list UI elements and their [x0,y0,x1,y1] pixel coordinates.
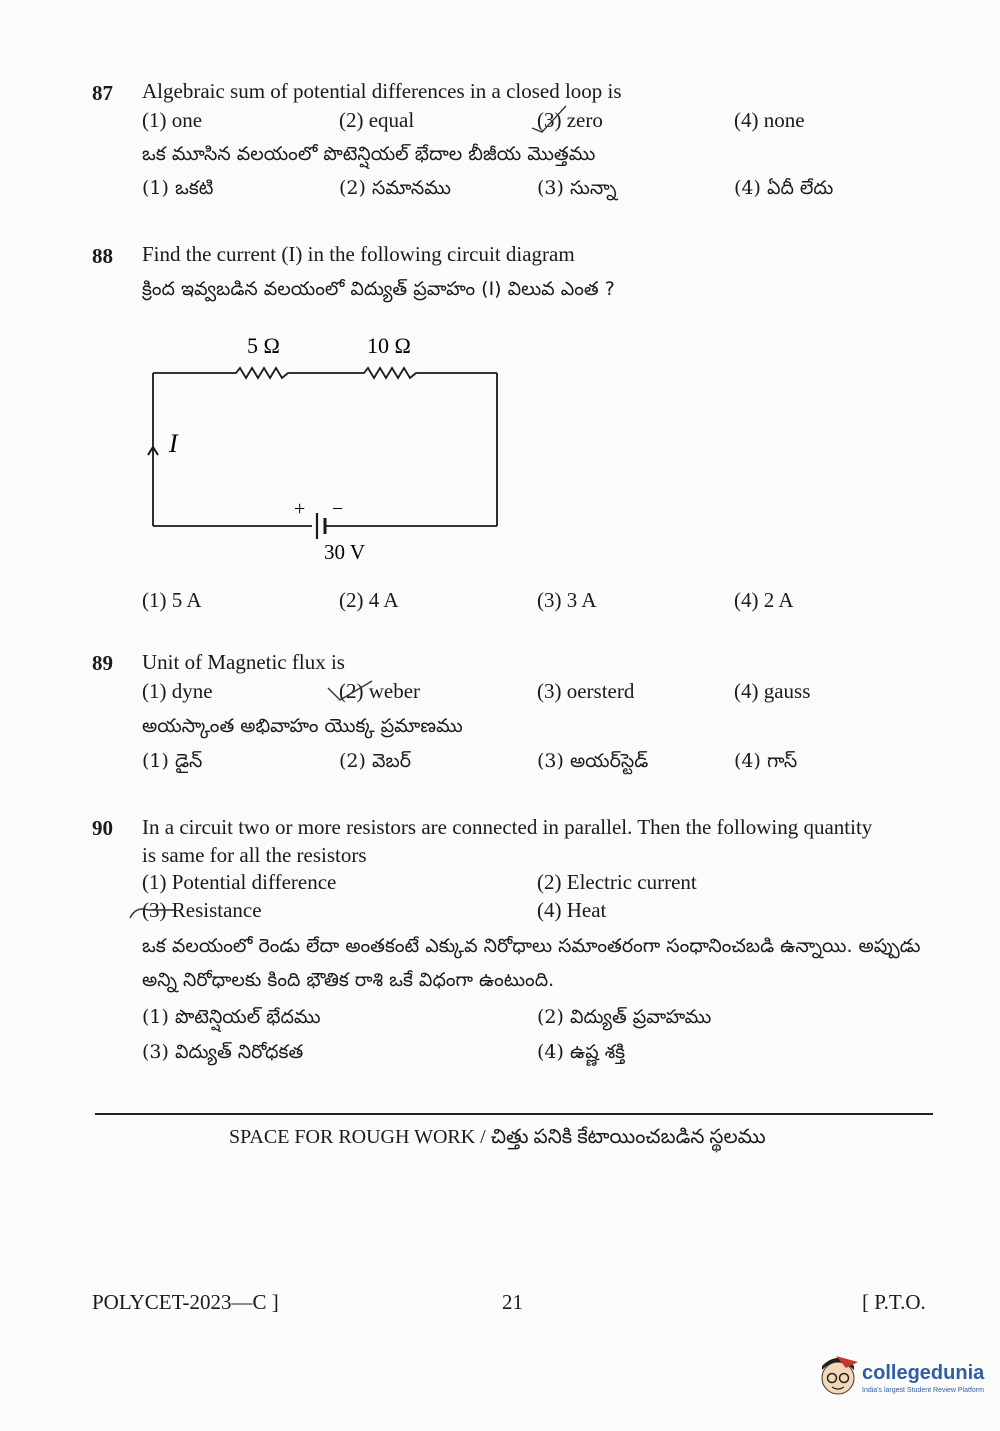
option-4-telugu[interactable]: (4) ఉష్ణ శక్తి [537,1041,626,1063]
page-number: 21 [502,1290,523,1314]
resistor-5-label: 5 Ω [247,333,280,358]
question-text: Find the current (I) in the following circuit diagram [142,242,575,266]
question-text-line-1: In a circuit two or more resistors are connected in parallel. Then the following quantity [142,815,873,839]
option-4-telugu[interactable]: (4) గాస్ [734,750,798,772]
question-text: Algebraic sum of potential differences in a closed loop is [142,79,622,103]
option-1-telugu[interactable]: (1) పొటెన్షియల్ భేదము [142,1006,321,1028]
option-2-telugu[interactable]: (2) వెబర్ [339,750,411,772]
logo-name: collegedunia [862,1362,985,1384]
question-text-telugu: ఒక మూసిన వలయంలో పొటెన్షియల్ భేదాల బీజీయ మొత్తము [142,143,596,165]
divider-line [95,1113,933,1115]
resistor-wire [153,368,497,378]
question-text-telugu-line-2: అన్ని నిరోధాలకు కింది భౌతిక రాశి ఒకే విధంగా ఉంటుంది. [142,969,555,991]
question-number: 90 [92,816,113,840]
footer-paper-code: POLYCET-2023—C ] [92,1290,279,1314]
mascot-icon [818,1352,860,1402]
option-2[interactable]: (2) equal [339,108,415,132]
question-number: 89 [92,651,113,675]
option-1[interactable]: (1) Potential difference [142,870,337,894]
option-3[interactable]: (3) oersterd [537,679,635,703]
battery-minus: − [332,498,344,520]
collegedunia-logo [818,1352,985,1406]
question-number: 87 [92,81,113,105]
option-4-telugu[interactable]: (4) ఏదీ లేదు [734,177,834,199]
option-3-telugu[interactable]: (3) విద్యుత్ నిరోధకత [142,1041,304,1063]
option-1[interactable]: (1) dyne [142,679,213,703]
pen-tick-mark [530,102,570,134]
option-3[interactable]: (3) 3 A [537,588,597,612]
question-text-telugu: అయస్కాంత అభివాహం యొక్క ప్రమాణము [142,715,463,737]
option-4[interactable]: (4) 2 A [734,588,794,612]
rough-work-label: SPACE FOR ROUGH WORK / చిత్తు పనికి కేటాయించబడిన స్థలము [229,1126,766,1148]
option-1[interactable]: (1) 5 A [142,588,202,612]
option-1-telugu[interactable]: (1) ఒకటి [142,177,214,199]
option-2[interactable]: (2) Electric current [537,870,697,894]
current-label: I [169,429,178,458]
resistor-10-label: 10 Ω [367,333,411,358]
option-2-telugu[interactable]: (2) సమానము [339,177,451,199]
option-2[interactable]: (2) 4 A [339,588,399,612]
option-4[interactable]: (4) gauss [734,679,811,703]
option-2[interactable]: (2) weber [339,679,421,703]
option-3[interactable]: (3) zero [537,108,603,132]
question-number: 88 [92,244,113,268]
option-3[interactable]: (3) Resistance [142,898,262,922]
option-4[interactable]: (4) none [734,108,805,132]
circuit-diagram [140,325,510,570]
option-1[interactable]: (1) one [142,108,203,132]
question-text: Unit of Magnetic flux is [142,650,345,674]
question-text-line-2: is same for all the resistors [142,843,367,867]
voltage-label: 30 V [324,540,366,564]
option-4[interactable]: (4) Heat [537,898,607,922]
pen-tick-mark [326,678,376,704]
question-text-telugu-line-1: ఒక వలయంలో రెండు లేదా అంతకంటే ఎక్కువ నిరోధాలు సమాంతరంగా సంధానించబడి ఉన్నాయి. అప్పుడు [142,935,921,957]
option-3-telugu[interactable]: (3) అయర్‌స్టెడ్ [537,750,649,772]
option-1-telugu[interactable]: (1) డైన్ [142,750,203,772]
option-2-telugu[interactable]: (2) విద్యుత్ ప్రవాహము [537,1006,712,1028]
pen-tick-mark [128,898,178,922]
footer-pto: [ P.T.O. [862,1290,926,1314]
logo-tagline: India's largest Student Review Platform [862,1387,984,1394]
battery-plus: + [294,498,306,520]
question-text-telugu: క్రింద ఇవ్వబడిన వలయంలో విద్యుత్ ప్రవాహం (I) విలువ ఎంత ? [142,278,615,300]
option-3-telugu[interactable]: (3) సున్నా [537,177,617,199]
